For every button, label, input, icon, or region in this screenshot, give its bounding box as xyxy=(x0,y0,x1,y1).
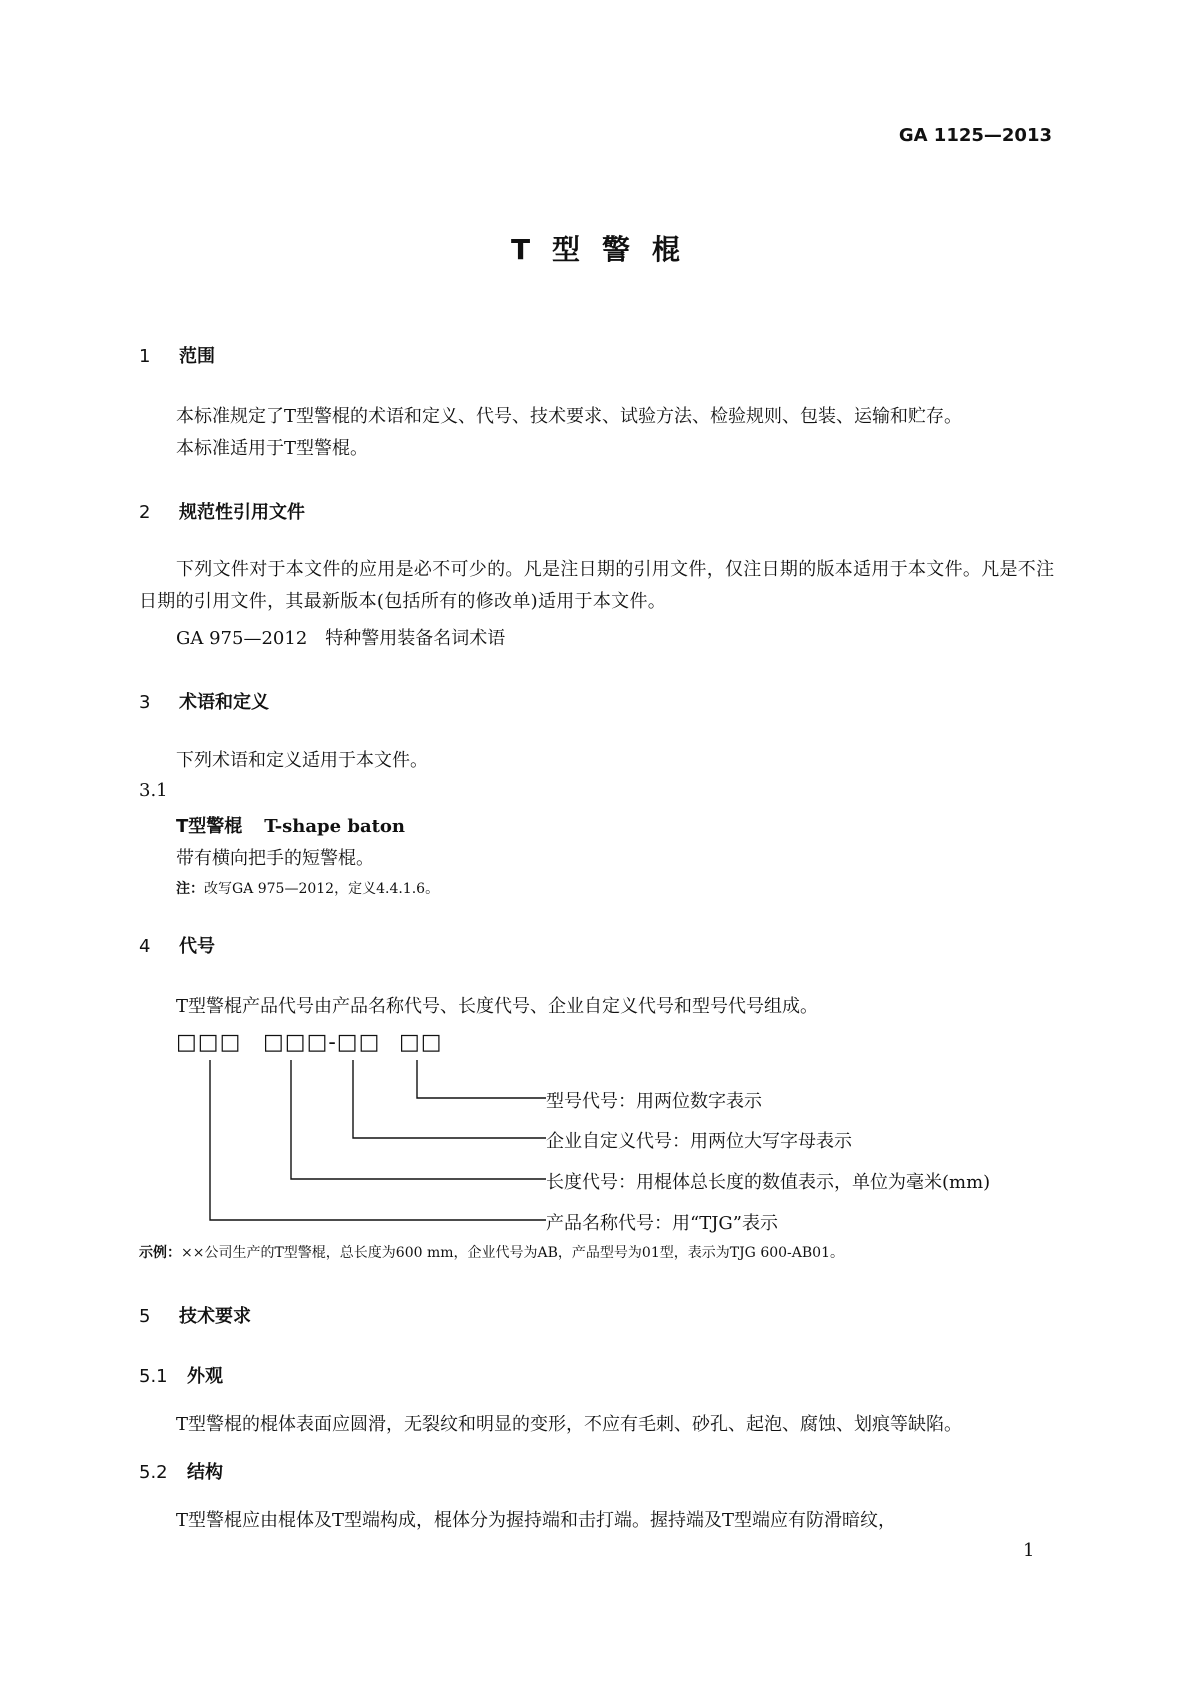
legend-product-code: 产品名称代号：用“TJG”表示 xyxy=(546,1213,779,1234)
paragraph: T型警棍产品代号由产品名称代号、长度代号、企业自定义代号和型号代号组成。 xyxy=(176,996,819,1017)
subsection-5-2-heading xyxy=(139,1458,223,1484)
section-number: 4 xyxy=(139,936,151,957)
paragraph: 本标准适用于T型警棍。 xyxy=(176,438,369,459)
section-3-heading xyxy=(139,688,269,714)
example-label: 示例： xyxy=(139,1245,181,1261)
section-title: 技术要求 xyxy=(179,1306,251,1327)
section-4-heading xyxy=(139,932,215,958)
section-number: 1 xyxy=(139,346,151,367)
subsection-number: 5.1 xyxy=(139,1366,168,1387)
paragraph: T型警棍的棍体表面应圆滑，无裂纹和明显的变形，不应有毛刺、砂孔、起泡、腐蚀、划痕等缺陷。 xyxy=(176,1414,963,1435)
subsection-title: 结构 xyxy=(187,1462,223,1483)
subsection-5-1-heading xyxy=(139,1362,223,1388)
page-number: 1 xyxy=(1023,1540,1035,1561)
term-english: T-shape baton xyxy=(264,816,406,837)
note-text: 改写GA 975—2012，定义4.4.1.6。 xyxy=(204,881,440,897)
code-box-length-enterprise: □□□-□□ xyxy=(263,1030,381,1055)
code-box-model: □□ xyxy=(399,1030,443,1055)
paragraph: 下列文件对于本文件的应用是必不可少的。凡是注日期的引用文件，仅注日期的版本适用于本文件。凡是不注日期的引用文件，其最新版本(包括所有的修改单)适用于本文件。 xyxy=(139,559,1055,612)
normative-reference: GA 975—2012 特种警用装备名词术语 xyxy=(176,628,506,649)
example xyxy=(139,1242,844,1262)
note xyxy=(176,878,439,898)
paragraph: T型警棍应由棍体及T型端构成，棍体分为握持端和击打端。握持端及T型端应有防滑暗纹， xyxy=(176,1510,897,1531)
section-number: 3 xyxy=(139,692,151,713)
term-entry xyxy=(176,812,405,838)
page-title: T型警棍 xyxy=(510,233,703,266)
standard-number: GA 1125—2013 xyxy=(898,125,1052,146)
section-title: 规范性引用文件 xyxy=(179,502,305,523)
legend-length-code: 长度代号：用棍体总长度的数值表示，单位为毫米(mm) xyxy=(546,1172,991,1193)
section-title: 代号 xyxy=(179,936,215,957)
section-5-heading xyxy=(139,1302,251,1328)
subsection-number: 5.2 xyxy=(139,1462,168,1483)
leader-line-length xyxy=(291,1060,546,1179)
section-title: 术语和定义 xyxy=(179,692,269,713)
leader-line-model xyxy=(417,1060,546,1098)
legend-model-code: 型号代号：用两位数字表示 xyxy=(546,1091,762,1112)
paragraph: 本标准规定了T型警棍的术语和定义、代号、技术要求、试验方法、检验规则、包装、运输和贮存。 xyxy=(176,406,963,427)
term-chinese: T型警棍 xyxy=(176,816,243,837)
leader-line-enterprise xyxy=(353,1060,546,1138)
section-title: 范围 xyxy=(179,346,215,367)
term-definition: 带有横向把手的短警棍。 xyxy=(176,848,374,869)
leader-line-product xyxy=(210,1060,546,1220)
note-label: 注： xyxy=(176,881,204,897)
subsection-title: 外观 xyxy=(187,1366,223,1387)
code-box-product: □□□ xyxy=(176,1030,242,1055)
example-text: ××公司生产的T型警棍，总长度为600 mm，企业代号为AB，产品型号为01型，表示为TJG 600-AB01。 xyxy=(181,1245,844,1261)
section-2-heading xyxy=(139,498,305,524)
section-number: 2 xyxy=(139,502,151,523)
paragraph: 下列术语和定义适用于本文件。 xyxy=(176,750,428,771)
subclause-number: 3.1 xyxy=(139,780,168,801)
section-1-heading xyxy=(139,342,215,368)
legend-enterprise-code: 企业自定义代号：用两位大写字母表示 xyxy=(546,1131,852,1152)
section-number: 5 xyxy=(139,1306,151,1327)
